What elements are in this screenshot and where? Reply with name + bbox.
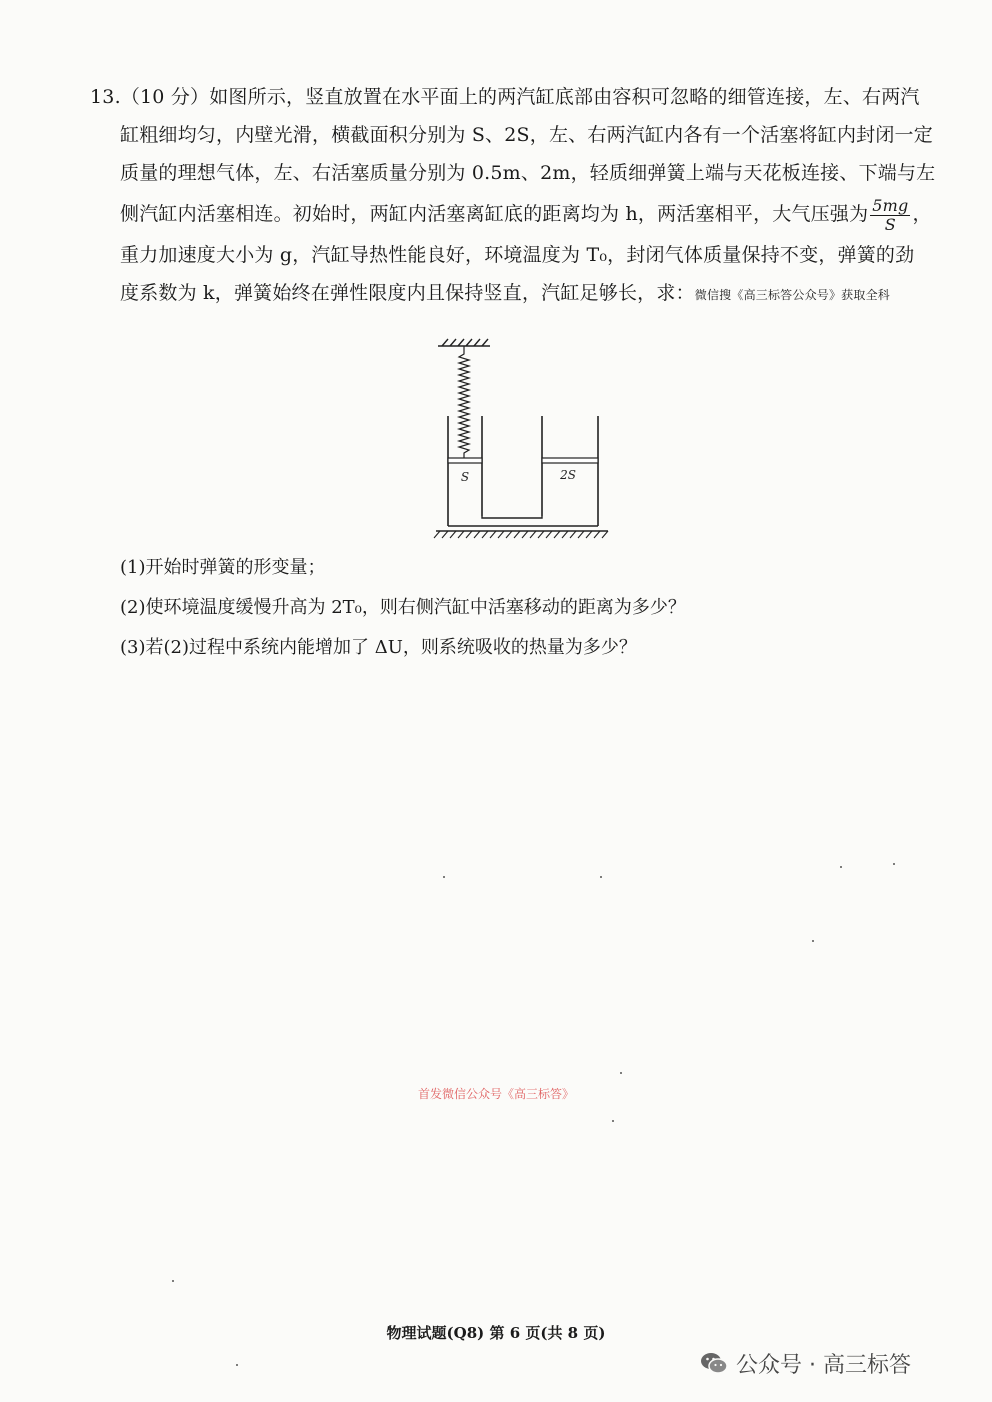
sub-question-2: (2)使环境温度缓慢升高为 2T₀，则右侧汽缸中活塞移动的距离为多少？ <box>120 597 686 618</box>
question-line-3: 质量的理想气体，左、右活塞质量分别为 0.5m、2m，轻质细弹簧上端与天花板连接、下端与左 <box>120 162 936 184</box>
scan-speck <box>840 866 842 868</box>
scan-speck <box>600 876 602 878</box>
sub-question-3: (3)若(2)过程中系统内能增加了 ΔU，则系统吸收的热量为多少？ <box>120 637 637 658</box>
center-watermark: 首发微信公众号《高三标答》 <box>417 1087 574 1101</box>
question-line-4-suffix: ， <box>912 203 932 225</box>
wechat-icon <box>700 1351 728 1375</box>
brand-badge <box>700 1345 911 1381</box>
spring <box>459 346 469 458</box>
pressure-fraction <box>870 197 910 234</box>
pressure-numerator: 5mg <box>872 195 909 215</box>
question-line-5: 重力加速度大小为 g，汽缸导热性能良好，环境温度为 T₀，封闭气体质量保持不变，弹簧的劲 <box>120 244 915 266</box>
right-area-label: 2S <box>560 468 576 482</box>
question-line-2: 缸粗细均匀，内壁光滑，横截面积分别为 S、2S，左、右两汽缸内各有一个活塞将缸内封闭一定 <box>120 124 933 146</box>
cylinder-figure <box>428 338 618 543</box>
pressure-denominator: S <box>884 214 896 234</box>
scan-speck <box>893 863 895 865</box>
right-piston <box>542 458 598 463</box>
scan-speck <box>812 940 814 942</box>
ceiling <box>438 339 490 346</box>
scan-speck <box>620 1072 622 1074</box>
page-footer: 物理试题(Q8) 第 6 页(共 8 页) <box>386 1324 606 1342</box>
sub-question-1: (1)开始时弹簧的形变量； <box>120 557 326 578</box>
question-line-1: 13.（10 分）如图所示，竖直放置在水平面上的两汽缸底部由容积可忽略的细管连接，左、右两汽 <box>90 86 920 108</box>
question-line-4-text: 侧汽缸内活塞相连。初始时，两缸内活塞离缸底的距离均为 h，两活塞相平，大气压强为 <box>120 203 869 225</box>
brand-text: 公众号 · 高三标答 <box>736 1352 911 1378</box>
scan-speck <box>443 876 445 878</box>
inline-watermark: 微信搜《高三标答公众号》获取全科 <box>694 288 890 302</box>
ground-hatch <box>434 531 608 538</box>
scan-speck <box>236 1364 238 1366</box>
left-area-label: S <box>460 470 470 484</box>
question-line-6 <box>90 274 940 314</box>
scan-speck <box>612 1120 614 1122</box>
question-13 <box>90 78 940 314</box>
question-line-6-text: 度系数为 k，弹簧始终在弹性限度内且保持竖直，汽缸足够长，求： <box>120 282 695 304</box>
left-piston <box>448 458 482 463</box>
scan-speck <box>172 1280 174 1282</box>
connecting-tube <box>482 516 542 518</box>
question-line-4 <box>90 192 940 236</box>
